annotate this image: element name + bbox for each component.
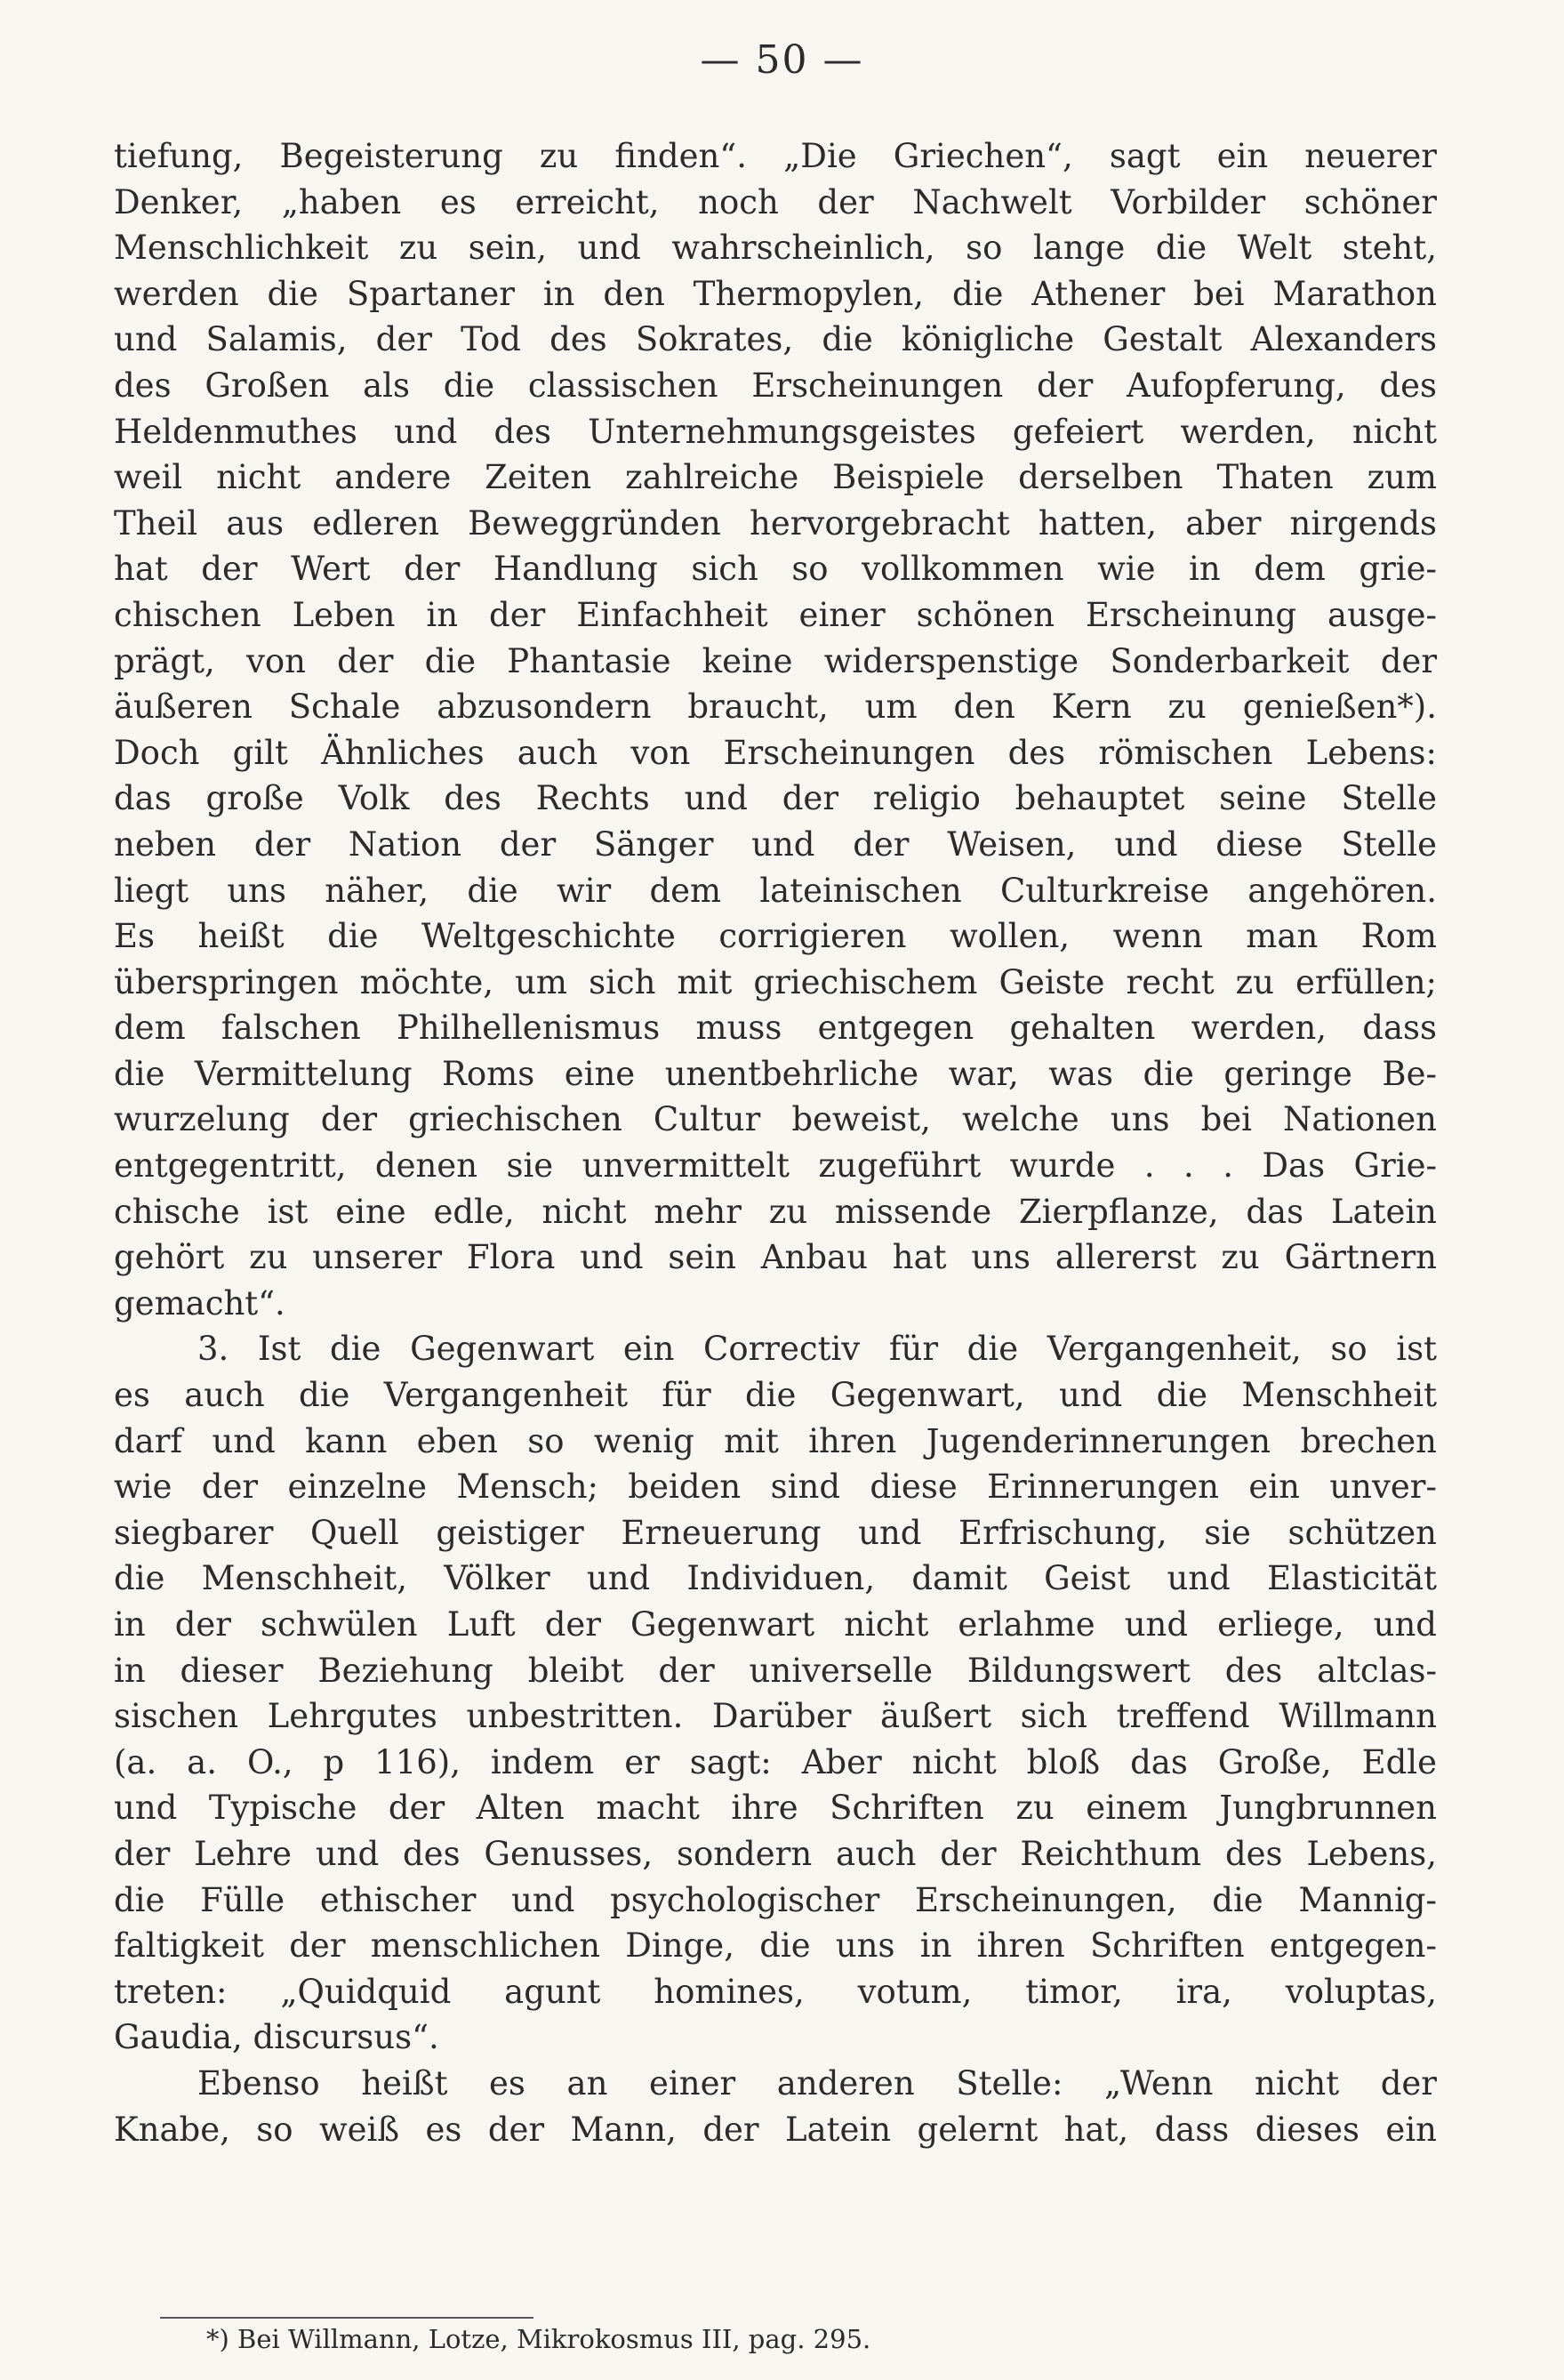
text-line: Knabe, so weiß es der Mann, der Latein gelernt hat, dass dieses ein [114, 2110, 1437, 2149]
text-line: Heldenmuthes und des Unternehmungsgeistes gefeiert werden, nicht [114, 412, 1437, 451]
body-text [114, 133, 1437, 2152]
text-line: das große Volk des Rechts und der religio behauptet seine Stelle [114, 779, 1437, 818]
text-line: liegt uns näher, die wir dem lateinischen Culturkreise angehören. [114, 871, 1437, 910]
text-line: Doch gilt Ähnliches auch von Erscheinungen des römischen Lebens: [114, 733, 1437, 772]
footnote: *) Bei Willmann, Lotze, Mikrokosmus III, pag. 295. [206, 2324, 871, 2354]
text-line: prägt, von der die Phantasie keine widerspenstige Sonderbarkeit der [114, 641, 1437, 680]
footnote-divider [160, 2317, 533, 2319]
text-line: überspringen möchte, um sich mit griechischem Geiste recht zu erfüllen; [114, 962, 1437, 1001]
text-line: sischen Lehrgutes unbestritten. Darüber äußert sich treffend Willmann [114, 1697, 1437, 1736]
text-line: und Typische der Alten macht ihre Schriften zu einem Jungbrunnen [114, 1789, 1437, 1828]
text-line: die Menschheit, Völker und Individuen, damit Geist und Elasticität [114, 1559, 1437, 1598]
text-line: chischen Leben in der Einfachheit einer schönen Erscheinung ausge- [114, 595, 1437, 634]
text-line: die Fülle ethischer und psychologischer Erscheinungen, die Mannig- [114, 1880, 1437, 1919]
text-line: hat der Wert der Handlung sich so vollkommen wie in dem grie- [114, 550, 1437, 589]
text-line: Ebenso heißt es an einer anderen Stelle: „Wenn nicht der [197, 2063, 1437, 2103]
text-line: weil nicht andere Zeiten zahlreiche Beispiele derselben Thaten zum [114, 458, 1437, 497]
text-line: chische ist eine edle, nicht mehr zu missende Zierpflanze, das Latein [114, 1192, 1437, 1231]
text-line: siegbarer Quell geistiger Erneuerung und Erfrischung, sie schützen [114, 1513, 1437, 1552]
text-line: dem falschen Philhellenismus muss entgegen gehalten werden, dass [114, 1009, 1437, 1048]
text-line: gehört zu unserer Flora und sein Anbau hat uns allererst zu Gärtnern [114, 1238, 1437, 1277]
text-line: Es heißt die Weltgeschichte corrigieren wollen, wenn man Rom [114, 917, 1437, 956]
text-line: wurzelung der griechischen Cultur beweist, welche uns bei Nationen [114, 1100, 1437, 1139]
text-line: und Salamis, der Tod des Sokrates, die königliche Gestalt Alexanders [114, 320, 1437, 359]
text-line: der Lehre und des Genusses, sondern auch der Reichthum des Lebens, [114, 1834, 1437, 1873]
text-line: treten: „Quidquid agunt homines, votum, timor, ira, voluptas, [114, 1972, 1437, 2011]
text-line: in dieser Beziehung bleibt der universelle Bildungswert des altclas- [114, 1651, 1437, 1690]
text-line: die Vermittelung Roms eine unentbehrliche war, was die geringe Be- [114, 1054, 1437, 1093]
text-line: entgegentritt, denen sie unvermittelt zugeführt wurde . . . Das Grie- [114, 1146, 1437, 1186]
text-line: neben der Nation der Sänger und der Weisen, und diese Stelle [114, 824, 1437, 864]
text-line: tiefung, Begeisterung zu finden“. „Die Griechen“, sagt ein neuerer [114, 137, 1437, 175]
text-line: Menschlichkeit zu sein, und wahrscheinlich, so lange die Welt steht, [114, 229, 1437, 268]
text-line: äußeren Schale abzusondern braucht, um den Kern zu genießen*). [114, 687, 1437, 727]
page-number: — 50 — [700, 37, 864, 83]
text-line: des Großen als die classischen Erscheinungen der Aufopferung, des [114, 366, 1437, 405]
text-line: Gaudia, discursus“. [114, 2018, 439, 2057]
text-line: in der schwülen Luft der Gegenwart nicht erlahme und erliege, und [114, 1605, 1437, 1644]
text-line: Theil aus edleren Beweggründen hervorgebracht hatten, aber nirgends [114, 503, 1437, 543]
text-line: gemacht“. [114, 1283, 285, 1323]
text-line: 3. Ist die Gegenwart ein Correctiv für die Vergangenheit, so ist [197, 1330, 1437, 1369]
text-line: darf und kann eben so wenig mit ihren Jugenderinnerungen brechen [114, 1421, 1437, 1460]
text-line: Denker, „haben es erreicht, noch der Nachwelt Vorbilder schöner [114, 182, 1437, 221]
text-line: wie der einzelne Mensch; beiden sind diese Erinnerungen ein unver- [114, 1467, 1437, 1507]
text-line: werden die Spartaner in den Thermopylen, die Athener bei Marathon [114, 274, 1437, 313]
text-line: (a. a. O., p 116), indem er sagt: Aber nicht bloß das Große, Edle [114, 1742, 1437, 1781]
text-line: es auch die Vergangenheit für die Gegenwart, und die Menschheit [114, 1376, 1437, 1415]
text-line: faltigkeit der menschlichen Dinge, die uns in ihren Schriften entgegen- [114, 1926, 1437, 1966]
